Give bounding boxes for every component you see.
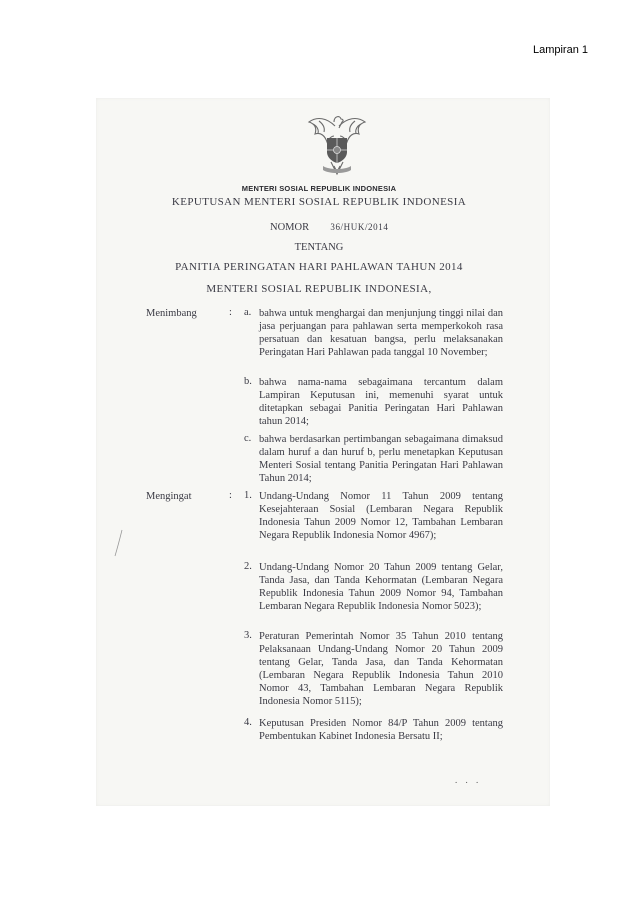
decree-subject: PANITIA PERINGATAN HARI PAHLAWAN TAHUN 2014 bbox=[175, 261, 463, 273]
stray-pen-mark-icon bbox=[112, 528, 126, 558]
menimbang-item-c: bahwa berdasarkan pertimbangan sebagaimana dimaksud dalam huruf a dan huruf b, perlu menetapkan Keputusan Menteri Sosial tentang Panitia Peringatan Hari Pahlawan Tahun 2014; bbox=[259, 434, 503, 484]
menimbang-marker-c: c. bbox=[244, 433, 252, 444]
mengingat-item-3: Peraturan Pemerintah Nomor 35 Tahun 2010 tentang Pelaksanaan Undang-Undang Nomor 20 Tahun 2009 tentang Gelar, Tanda Jasa, dan Tanda Kehormatan (Lembaran Negara Republik Indonesia Tahun 2010 Nomor 43, Tambahan Lembaran Negara Republik Indonesia Nomor 5115); bbox=[259, 631, 503, 707]
mengingat-label: Mengingat bbox=[146, 491, 192, 502]
continuation-mark: . . . bbox=[455, 775, 482, 785]
number-value: 36/HUK/2014 bbox=[330, 222, 389, 232]
decree-title: KEPUTUSAN MENTERI SOSIAL REPUBLIK INDONESIA bbox=[171, 196, 467, 208]
mengingat-item-1: Undang-Undang Nomor 11 Tahun 2009 tentang Kesejahteraan Sosial (Lembaran Negara Republik Indonesia Tahun 2009 Nomor 12, Tambahan Lembaran Negara Republik Indonesia Nomor 4967); bbox=[259, 491, 503, 541]
menimbang-item-a: bahwa untuk menghargai dan menjunjung tinggi nilai dan jasa perjuangan para pahlawan serta memperkokoh rasa persatuan dan kesatuan bangsa, perlu melaksanakan Peringatan Hari Pahlawan pada tanggal 10 November; bbox=[259, 308, 503, 358]
garuda-emblem-icon bbox=[305, 108, 369, 180]
menimbang-item-b: bahwa nama-nama sebagaimana tercantum dalam Lampiran Keputusan ini, memenuhi syarat untuk ditetapkan sebagai Panitia Peringatan Hari Pahlawan tahun 2014; bbox=[259, 377, 503, 427]
mengingat-marker-4: 4. bbox=[244, 717, 252, 728]
mengingat-marker-2: 2. bbox=[244, 561, 252, 572]
about-heading: TENTANG bbox=[294, 242, 344, 253]
page-label: Lampiran 1 bbox=[532, 44, 588, 56]
mengingat-colon: : bbox=[229, 490, 232, 501]
mengingat-marker-1: 1. bbox=[244, 490, 252, 501]
menimbang-colon: : bbox=[229, 307, 232, 318]
menimbang-label: Menimbang bbox=[146, 308, 197, 319]
decree-number bbox=[270, 221, 388, 234]
mengingat-item-2: Undang-Undang Nomor 20 Tahun 2009 tentang Gelar, Tanda Jasa, dan Tanda Kehormatan (Lembaran Negara Republik Indonesia Tahun 2009 Nomor 94, Tambahan Lembaran Negara Republik Indonesia Nomor 5023); bbox=[259, 562, 503, 612]
issuer-heading: MENTERI SOSIAL REPUBLIK INDONESIA, bbox=[206, 283, 432, 295]
number-label: NOMOR bbox=[270, 222, 310, 233]
mengingat-marker-3: 3. bbox=[244, 630, 252, 641]
mengingat-item-4: Keputusan Presiden Nomor 84/P Tahun 2009 tentang Pembentukan Kabinet Indonesia Bersatu II; bbox=[259, 718, 503, 742]
menimbang-marker-a: a. bbox=[244, 307, 252, 318]
menimbang-marker-b: b. bbox=[244, 376, 252, 387]
ministry-heading: MENTERI SOSIAL REPUBLIK INDONESIA bbox=[241, 184, 397, 193]
